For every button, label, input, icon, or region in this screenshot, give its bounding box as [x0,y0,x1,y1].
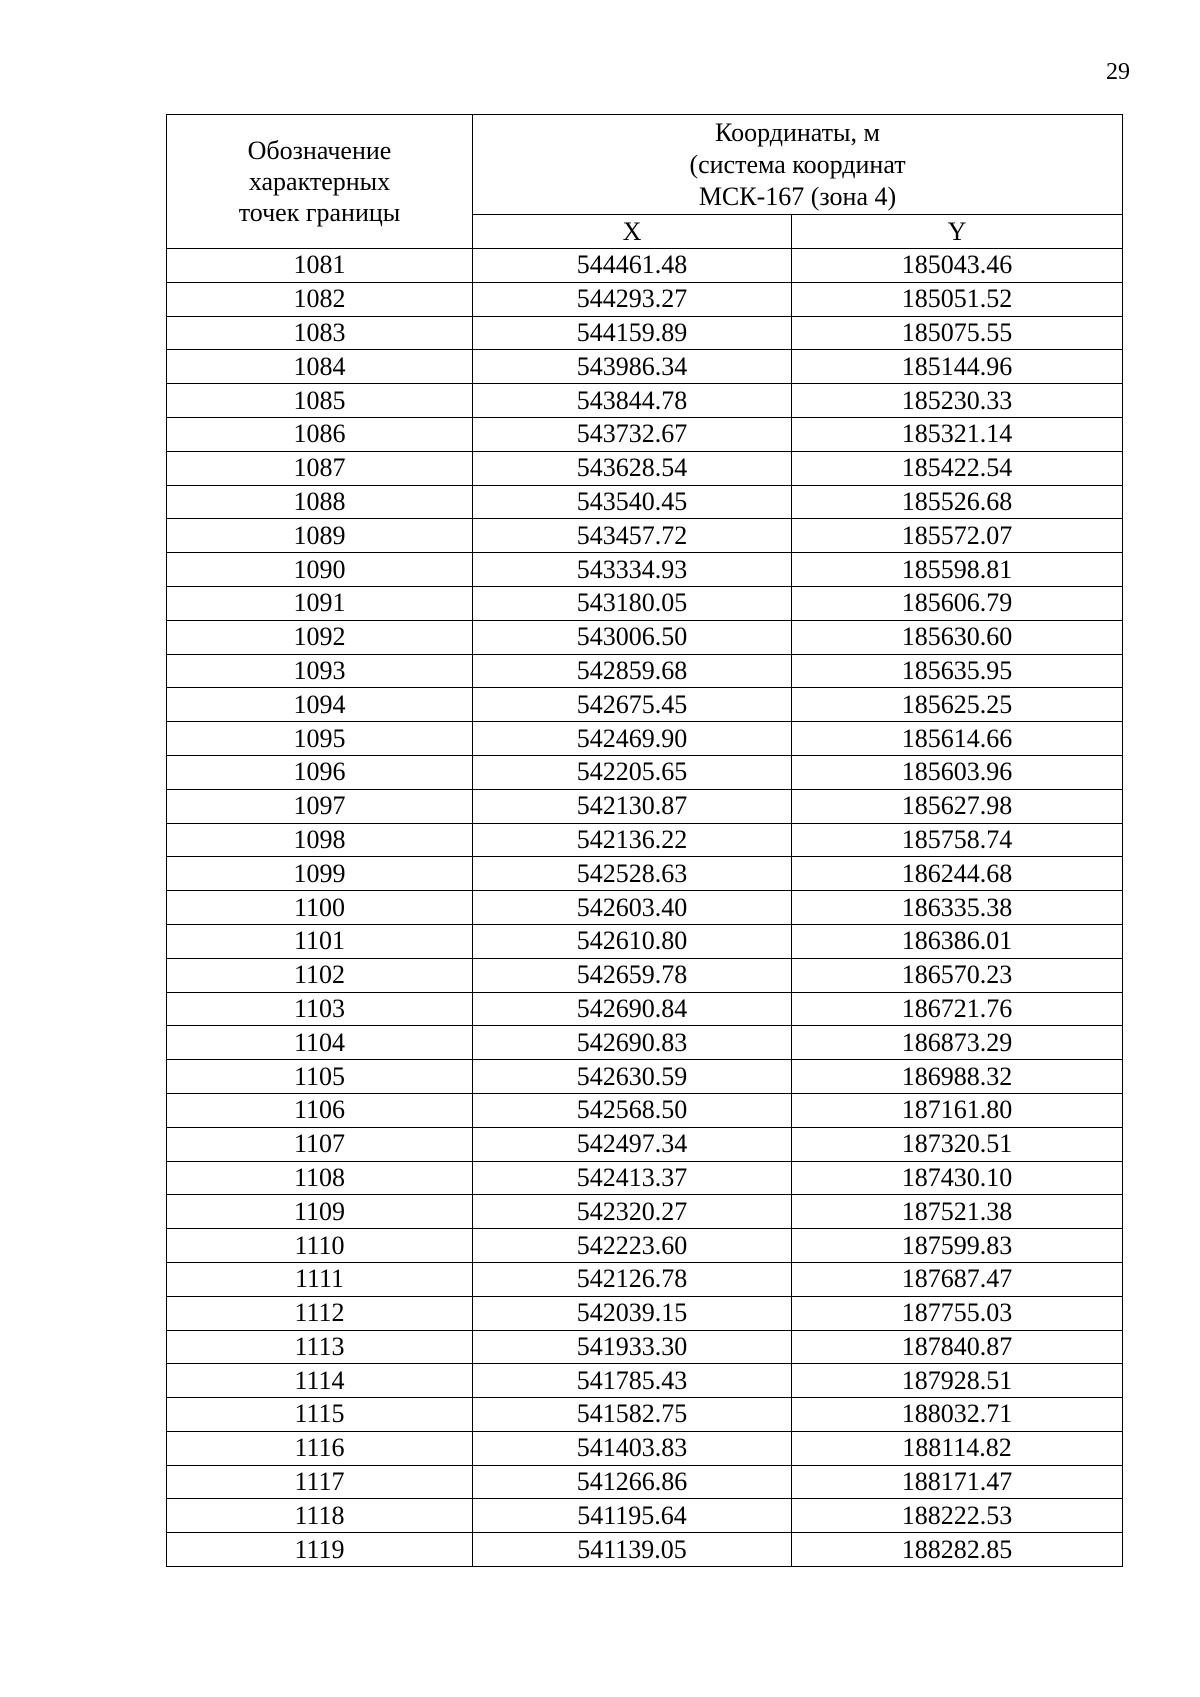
table-row [167,755,1123,789]
table-row [167,654,1123,688]
y-coordinate-cell: 185075.55 [792,316,1123,350]
y-coordinate-cell: 185230.33 [792,384,1123,418]
point-number-cell: 1109 [167,1195,473,1229]
y-coordinate-cell: 187755.03 [792,1296,1123,1330]
table-row [167,620,1123,654]
y-coordinate-cell: 188114.82 [792,1431,1123,1465]
y-coordinate-cell: 187928.51 [792,1364,1123,1398]
point-number-cell: 1083 [167,316,473,350]
point-number-cell: 1110 [167,1229,473,1263]
table-row [167,823,1123,857]
table-row [167,1161,1123,1195]
point-number-cell: 1114 [167,1364,473,1398]
table-row [167,1093,1123,1127]
table-row [167,1060,1123,1094]
x-coordinate-cell: 542136.22 [473,823,792,857]
x-coordinate-cell: 544159.89 [473,316,792,350]
y-coordinate-cell: 185625.25 [792,688,1123,722]
point-number-cell: 1103 [167,992,473,1026]
table-row [167,1296,1123,1330]
y-coordinate-cell: 187840.87 [792,1330,1123,1364]
y-coordinate-cell: 188171.47 [792,1465,1123,1499]
x-coordinate-cell: 541266.86 [473,1465,792,1499]
page-number: 29 [1106,59,1130,85]
coordinates-header-line-3: МСК-167 (зона 4) [698,181,897,211]
y-coordinate-cell: 185144.96 [792,350,1123,384]
x-coordinate-cell: 542497.34 [473,1127,792,1161]
point-number-cell: 1089 [167,519,473,553]
point-number-cell: 1097 [167,789,473,823]
point-number-cell: 1085 [167,384,473,418]
table-row [167,485,1123,519]
point-number-cell: 1112 [167,1296,473,1330]
x-coordinate-cell: 543180.05 [473,586,792,620]
table-row [167,1431,1123,1465]
y-coordinate-cell: 186244.68 [792,857,1123,891]
y-coordinate-cell: 188282.85 [792,1533,1123,1567]
table-row [167,282,1123,316]
y-coordinate-cell: 185051.52 [792,282,1123,316]
table-header [167,115,1123,249]
table-row [167,857,1123,891]
x-coordinate-cell: 542690.84 [473,992,792,1026]
x-coordinate-cell: 541195.64 [473,1499,792,1533]
point-number-cell: 1101 [167,924,473,958]
table-row [167,1499,1123,1533]
y-coordinate-cell: 185630.60 [792,620,1123,654]
table-row [167,688,1123,722]
point-number-cell: 1086 [167,417,473,451]
y-coordinate-cell: 185614.66 [792,722,1123,756]
x-coordinate-cell: 542603.40 [473,891,792,925]
y-coordinate-cell: 185526.68 [792,485,1123,519]
point-number-cell: 1116 [167,1431,473,1465]
point-number-cell: 1117 [167,1465,473,1499]
x-coordinate-cell: 542659.78 [473,958,792,992]
table-row [167,722,1123,756]
x-coordinate-cell: 541139.05 [473,1533,792,1567]
y-coordinate-cell: 185758.74 [792,823,1123,857]
x-coordinate-cell: 542568.50 [473,1093,792,1127]
point-number-cell: 1105 [167,1060,473,1094]
table-body [167,249,1123,1567]
point-number-cell: 1106 [167,1093,473,1127]
x-coordinate-cell: 544293.27 [473,282,792,316]
table-row [167,992,1123,1026]
point-number-cell: 1095 [167,722,473,756]
table-row [167,519,1123,553]
point-number-cell: 1098 [167,823,473,857]
table-row [167,316,1123,350]
table-row [167,1330,1123,1364]
point-number-cell: 1096 [167,755,473,789]
x-coordinate-cell: 543986.34 [473,350,792,384]
coordinates-header-line-2: (система координат [689,149,906,179]
x-coordinate-cell: 541785.43 [473,1364,792,1398]
point-number-cell: 1091 [167,586,473,620]
point-number-cell: 1107 [167,1127,473,1161]
y-coordinate-cell: 185606.79 [792,586,1123,620]
y-coordinate-cell: 187687.47 [792,1262,1123,1296]
table-row [167,789,1123,823]
point-number-cell: 1119 [167,1533,473,1567]
x-coordinate-cell: 543628.54 [473,451,792,485]
table-row [167,924,1123,958]
table-row [167,350,1123,384]
y-coordinate-cell: 188222.53 [792,1499,1123,1533]
y-coordinate-cell: 185627.98 [792,789,1123,823]
point-number-cell: 1081 [167,249,473,283]
point-number-cell: 1087 [167,451,473,485]
y-coordinate-cell: 186988.32 [792,1060,1123,1094]
point-number-cell: 1104 [167,1026,473,1060]
point-name-header [167,115,473,249]
point-name-header-line-1: Обозначение [247,136,392,165]
point-number-cell: 1093 [167,654,473,688]
point-number-cell: 1108 [167,1161,473,1195]
y-coordinate-cell: 187320.51 [792,1127,1123,1161]
y-coordinate-cell: 185422.54 [792,451,1123,485]
x-coordinate-cell: 542610.80 [473,924,792,958]
point-number-cell: 1084 [167,350,473,384]
x-coordinate-cell: 542205.65 [473,755,792,789]
table-row [167,1195,1123,1229]
x-coordinate-cell: 542675.45 [473,688,792,722]
x-coordinate-cell: 542130.87 [473,789,792,823]
y-coordinate-cell: 185603.96 [792,755,1123,789]
x-coordinate-cell: 543006.50 [473,620,792,654]
x-coordinate-cell: 542859.68 [473,654,792,688]
point-number-cell: 1094 [167,688,473,722]
point-name-header-line-2: характерных [248,167,391,196]
x-coordinate-cell: 542630.59 [473,1060,792,1094]
x-coordinate-cell: 544461.48 [473,249,792,283]
x-coordinate-cell: 543334.93 [473,553,792,587]
y-coordinate-cell: 186721.76 [792,992,1123,1026]
y-coordinate-cell: 187430.10 [792,1161,1123,1195]
x-coordinate-cell: 542528.63 [473,857,792,891]
y-coordinate-cell: 187161.80 [792,1093,1123,1127]
x-coordinate-cell: 542223.60 [473,1229,792,1263]
y-column-header: Y [792,215,1123,249]
table-row [167,1533,1123,1567]
table-row [167,1127,1123,1161]
y-coordinate-cell: 188032.71 [792,1398,1123,1432]
point-number-cell: 1082 [167,282,473,316]
table-row [167,249,1123,283]
table-row [167,891,1123,925]
y-coordinate-cell: 186386.01 [792,924,1123,958]
y-coordinate-cell: 185598.81 [792,553,1123,587]
x-coordinate-cell: 542469.90 [473,722,792,756]
x-coordinate-cell: 543540.45 [473,485,792,519]
x-coordinate-cell: 543732.67 [473,417,792,451]
point-number-cell: 1111 [167,1262,473,1296]
table-row [167,1364,1123,1398]
point-number-cell: 1099 [167,857,473,891]
x-coordinate-cell: 543844.78 [473,384,792,418]
x-column-header: X [473,215,792,249]
y-coordinate-cell: 187599.83 [792,1229,1123,1263]
table-row [167,1465,1123,1499]
x-coordinate-cell: 542320.27 [473,1195,792,1229]
point-number-cell: 1102 [167,958,473,992]
x-coordinate-cell: 541403.83 [473,1431,792,1465]
y-coordinate-cell: 185572.07 [792,519,1123,553]
coordinates-header-line-1: Координаты, м [715,117,880,147]
x-coordinate-cell: 542413.37 [473,1161,792,1195]
y-coordinate-cell: 185043.46 [792,249,1123,283]
table-row [167,553,1123,587]
y-coordinate-cell: 186335.38 [792,891,1123,925]
table-row [167,1026,1123,1060]
point-number-cell: 1113 [167,1330,473,1364]
table-row [167,1229,1123,1263]
table-row [167,417,1123,451]
x-coordinate-cell: 541933.30 [473,1330,792,1364]
point-number-cell: 1115 [167,1398,473,1432]
point-number-cell: 1090 [167,553,473,587]
x-coordinate-cell: 542690.83 [473,1026,792,1060]
coordinates-header [473,115,1123,215]
y-coordinate-cell: 185635.95 [792,654,1123,688]
x-coordinate-cell: 541582.75 [473,1398,792,1432]
y-coordinate-cell: 186570.23 [792,958,1123,992]
x-coordinate-cell: 543457.72 [473,519,792,553]
y-coordinate-cell: 186873.29 [792,1026,1123,1060]
y-coordinate-cell: 187521.38 [792,1195,1123,1229]
y-coordinate-cell: 185321.14 [792,417,1123,451]
x-coordinate-cell: 542039.15 [473,1296,792,1330]
point-name-header-line-3: точек границы [238,198,401,227]
point-number-cell: 1088 [167,485,473,519]
point-number-cell: 1100 [167,891,473,925]
x-coordinate-cell: 542126.78 [473,1262,792,1296]
point-number-cell: 1118 [167,1499,473,1533]
table-row [167,384,1123,418]
table-row [167,586,1123,620]
point-number-cell: 1092 [167,620,473,654]
table-row [167,451,1123,485]
table-row [167,958,1123,992]
coordinates-table [166,114,1123,1567]
table-row [167,1398,1123,1432]
table-row [167,1262,1123,1296]
